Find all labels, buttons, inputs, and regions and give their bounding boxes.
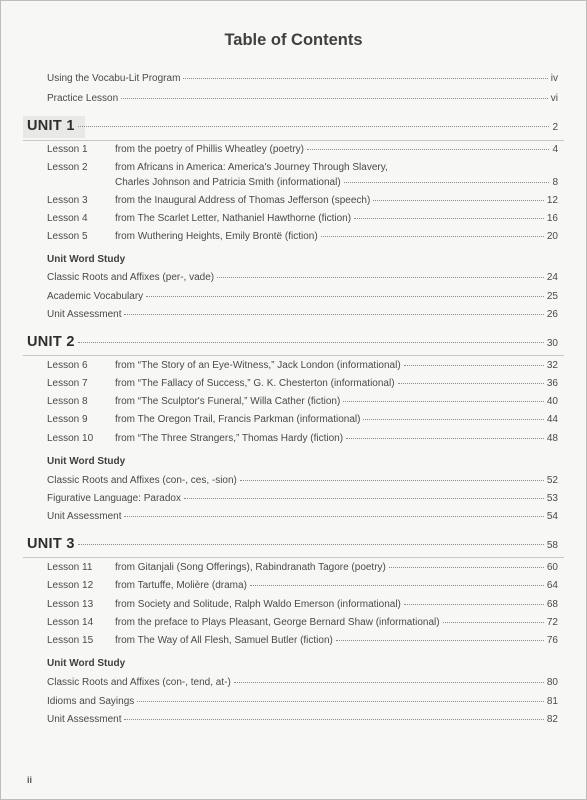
entry-page: 24 (546, 272, 558, 283)
entry-label: Using the Vocabu-Lit Program (47, 73, 181, 84)
dot-leader (124, 719, 543, 720)
dot-leader (137, 701, 544, 702)
lesson-entry (47, 144, 558, 156)
unit-name: UNIT 2 (27, 334, 75, 350)
lesson-number: Lesson 14 (47, 617, 94, 628)
lesson-number: Lesson 8 (47, 396, 88, 407)
toc-entry-front (47, 73, 558, 85)
lesson-page: 64 (546, 580, 558, 591)
unit-page: 2 (552, 122, 558, 133)
lesson-number: Lesson 5 (47, 231, 88, 242)
lesson-page: 76 (546, 635, 558, 646)
dot-leader (124, 516, 543, 517)
lesson-title: from The Oregon Trail, Francis Parkman (informational) (115, 414, 361, 425)
dot-leader (321, 236, 544, 237)
word-study-entry (47, 696, 558, 708)
lesson-title: from Tartuffe, Molière (drama) (115, 580, 247, 591)
entry-label: Classic Roots and Affixes (per-, vade) (47, 272, 215, 283)
lesson-title: from Wuthering Heights, Emily Brontë (fiction) (115, 231, 318, 242)
lesson-page: 36 (546, 378, 558, 389)
unit-heading (27, 334, 558, 350)
lesson-entry (47, 231, 558, 243)
lesson-number: Lesson 3 (47, 195, 88, 206)
lesson-title: from the preface to Plays Pleasant, George Bernard Shaw (informational) (115, 617, 440, 628)
dot-leader (398, 383, 544, 384)
lesson-entry (47, 414, 558, 426)
divider (23, 355, 564, 356)
lesson-title: from Gitanjali (Song Offerings), Rabindranath Tagore (poetry) (115, 562, 386, 573)
entry-page: iv (550, 73, 558, 84)
entry-label: Unit Assessment (47, 714, 122, 725)
lesson-page: 60 (546, 562, 558, 573)
unit-name: UNIT 3 (27, 536, 75, 552)
dot-leader (78, 342, 544, 343)
lesson-title: from “The Fallacy of Success,” G. K. Chesterton (informational) (115, 378, 395, 389)
unit-page: 30 (546, 338, 558, 349)
lesson-entry (47, 433, 558, 445)
lesson-page: 12 (546, 195, 558, 206)
entry-page: 26 (546, 309, 558, 320)
dot-leader (404, 365, 544, 366)
word-study-heading: Unit Word Study (47, 658, 126, 669)
dot-leader (78, 544, 544, 545)
entry-label: Practice Lesson (47, 93, 119, 104)
entry-label: Figurative Language: Paradox (47, 493, 181, 504)
unit-heading (27, 118, 558, 134)
dot-leader (124, 314, 543, 315)
entry-label: Academic Vocabulary (47, 291, 144, 302)
lesson-entry (47, 213, 558, 225)
word-study-entry (47, 291, 558, 303)
lesson-title: from Africans in America: America's Journey Through Slavery, (115, 162, 388, 173)
lesson-title: from the Inaugural Address of Thomas Jefferson (speech) (115, 195, 371, 206)
dot-leader (443, 622, 544, 623)
lesson-title: from The Scarlet Letter, Nathaniel Hawthorne (fiction) (115, 213, 352, 224)
entry-page: 81 (546, 696, 558, 707)
lesson-title: from “The Sculptor's Funeral,” Willa Cather (fiction) (115, 396, 341, 407)
lesson-page: 4 (552, 144, 558, 155)
lesson-entry-continuation (115, 177, 558, 189)
lesson-page: 68 (546, 599, 558, 610)
dot-leader (234, 682, 544, 683)
page-number: ii (27, 775, 33, 785)
lesson-title: from the poetry of Phillis Wheatley (poetry) (115, 144, 304, 155)
dot-leader (307, 149, 549, 150)
entry-page: 53 (546, 493, 558, 504)
page-title: Table of Contents (224, 31, 363, 49)
entry-page: 80 (546, 677, 558, 688)
word-study-entry (47, 272, 558, 284)
unit-heading (27, 536, 558, 552)
word-study-heading: Unit Word Study (47, 456, 126, 467)
divider (23, 557, 564, 558)
dot-leader (373, 200, 544, 201)
entry-label: Unit Assessment (47, 309, 122, 320)
word-study-entry (47, 714, 558, 726)
lesson-title: from The Way of All Flesh, Samuel Butler (fiction) (115, 635, 333, 646)
entry-label: Idioms and Sayings (47, 696, 135, 707)
word-study-entry (47, 677, 558, 689)
lesson-title: from “The Story of an Eye-Witness,” Jack London (informational) (115, 360, 401, 371)
lesson-page: 32 (546, 360, 558, 371)
lesson-number: Lesson 1 (47, 144, 88, 155)
dot-leader (404, 604, 544, 605)
lesson-entry (47, 562, 558, 574)
lesson-title: from “The Three Strangers,” Thomas Hardy (fiction) (115, 433, 344, 444)
lesson-entry (47, 162, 558, 174)
lesson-number: Lesson 12 (47, 580, 94, 591)
lesson-entry (47, 195, 558, 207)
lesson-page: 8 (552, 177, 558, 188)
lesson-number: Lesson 15 (47, 635, 94, 646)
unit-page: 58 (546, 540, 558, 551)
dot-leader (344, 182, 550, 183)
lesson-number: Lesson 10 (47, 433, 94, 444)
entry-label: Classic Roots and Affixes (con-, tend, at-) (47, 677, 231, 688)
dot-leader (343, 401, 544, 402)
lesson-entry (47, 635, 558, 647)
lesson-entry (47, 396, 558, 408)
lesson-number: Lesson 6 (47, 360, 88, 371)
word-study-entry (47, 493, 558, 505)
lesson-entry (47, 617, 558, 629)
lesson-page: 20 (546, 231, 558, 242)
dot-leader (184, 498, 544, 499)
lesson-number: Lesson 13 (47, 599, 94, 610)
entry-label: Classic Roots and Affixes (con-, ces, -sion) (47, 475, 237, 486)
toc-entry-front (47, 93, 558, 105)
word-study-entry (47, 309, 558, 321)
entry-page: 52 (546, 475, 558, 486)
lesson-page: 16 (546, 213, 558, 224)
lesson-number: Lesson 11 (47, 562, 93, 573)
word-study-heading: Unit Word Study (47, 254, 126, 265)
lesson-page: 40 (546, 396, 558, 407)
dot-leader (217, 277, 544, 278)
lesson-entry (47, 580, 558, 592)
lesson-number: Lesson 2 (47, 162, 88, 173)
divider (23, 140, 564, 141)
dot-leader (146, 296, 544, 297)
dot-leader (346, 438, 544, 439)
entry-page: vi (550, 93, 558, 104)
dot-leader (354, 218, 544, 219)
dot-leader (250, 585, 544, 586)
lesson-entry (47, 360, 558, 372)
dot-leader (389, 567, 544, 568)
dot-leader (183, 78, 547, 79)
dot-leader (240, 480, 544, 481)
dot-leader (121, 98, 548, 99)
dot-leader (336, 640, 544, 641)
lesson-page: 48 (546, 433, 558, 444)
unit-name: UNIT 1 (27, 118, 75, 134)
lesson-number: Lesson 7 (47, 378, 88, 389)
lesson-entry (47, 378, 558, 390)
entry-page: 82 (546, 714, 558, 725)
dot-leader (363, 419, 543, 420)
dot-leader (78, 126, 550, 127)
lesson-entry (47, 599, 558, 611)
entry-page: 25 (546, 291, 558, 302)
lesson-page: 44 (546, 414, 558, 425)
word-study-entry (47, 475, 558, 487)
lesson-title-line2: Charles Johnson and Patricia Smith (informational) (115, 177, 341, 188)
word-study-entry (47, 511, 558, 523)
lesson-page: 72 (546, 617, 558, 628)
entry-label: Unit Assessment (47, 511, 122, 522)
lesson-title: from Society and Solitude, Ralph Waldo Emerson (informational) (115, 599, 401, 610)
entry-page: 54 (546, 511, 558, 522)
lesson-number: Lesson 4 (47, 213, 88, 224)
lesson-number: Lesson 9 (47, 414, 88, 425)
